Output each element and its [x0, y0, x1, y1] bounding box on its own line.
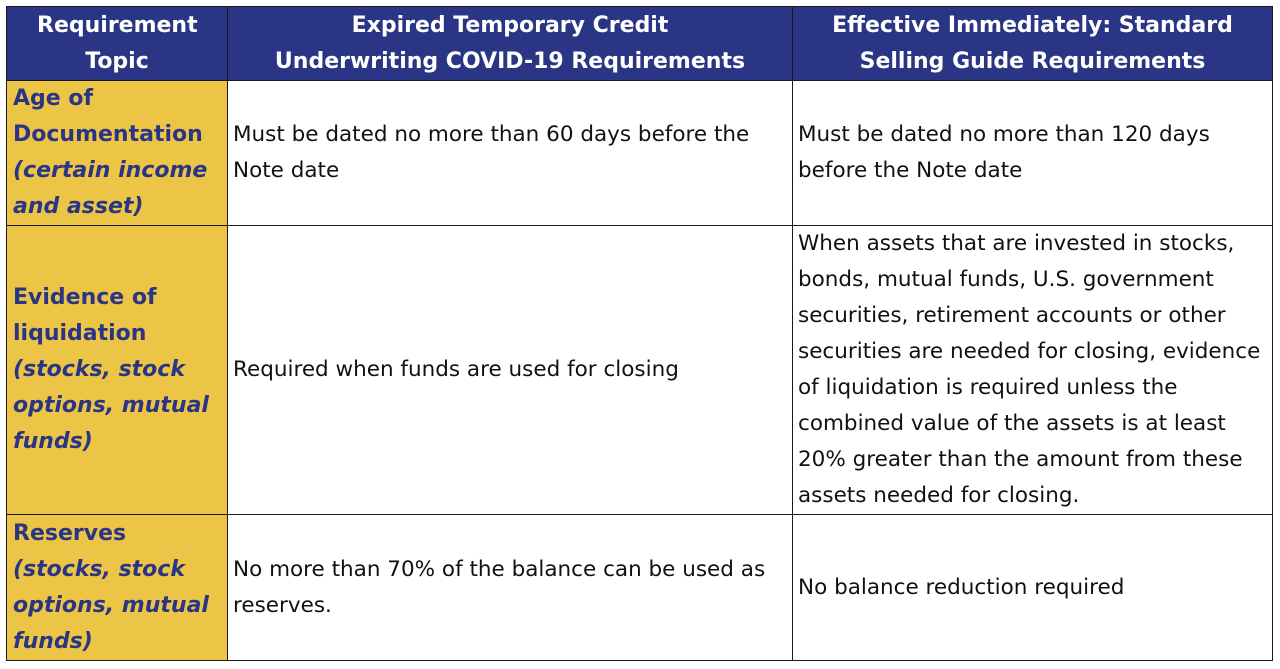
- standard-requirement-cell: No balance reduction required: [793, 515, 1273, 661]
- topic-title: Reserves: [13, 520, 127, 546]
- topic-subtitle: (certain income and asset): [13, 158, 208, 219]
- table-row: [7, 226, 1273, 515]
- expired-requirement-cell: No more than 70% of the balance can be used as reserves.: [228, 515, 793, 661]
- standard-requirement-cell: When assets that are invested in stocks, bonds, mutual funds, U.S. government securities, retirement accounts or other securities are needed for closing, evidence of liquidation is required unless the combined value of the assets is at least 20% greater than the amount from these assets needed for closing.: [793, 226, 1273, 515]
- table-row: [7, 81, 1273, 226]
- row-topic: [7, 81, 228, 226]
- row-topic: [7, 515, 228, 661]
- topic-title: Evidence of liquidation: [13, 285, 157, 346]
- header-standard-requirements: Effective Immediately: Standard Selling Guide Requirements: [793, 7, 1273, 81]
- expired-requirement-cell: Required when funds are used for closing: [228, 226, 793, 515]
- header-requirement-topic: Requirement Topic: [7, 7, 228, 81]
- topic-subtitle: (stocks, stock options, mutual funds): [13, 357, 209, 454]
- row-topic: [7, 226, 228, 515]
- expired-requirement-cell: Must be dated no more than 60 days before the Note date: [228, 81, 793, 226]
- topic-subtitle: (stocks, stock options, mutual funds): [13, 556, 209, 654]
- requirements-table: [6, 6, 1273, 661]
- topic-title: Age of Documentation: [13, 86, 203, 147]
- table-header-row: [7, 7, 1273, 81]
- header-expired-requirements: Expired Temporary Credit Underwriting COVID-19 Requirements: [228, 7, 793, 81]
- standard-requirement-cell: Must be dated no more than 120 days before the Note date: [793, 81, 1273, 226]
- table-row: [7, 515, 1273, 661]
